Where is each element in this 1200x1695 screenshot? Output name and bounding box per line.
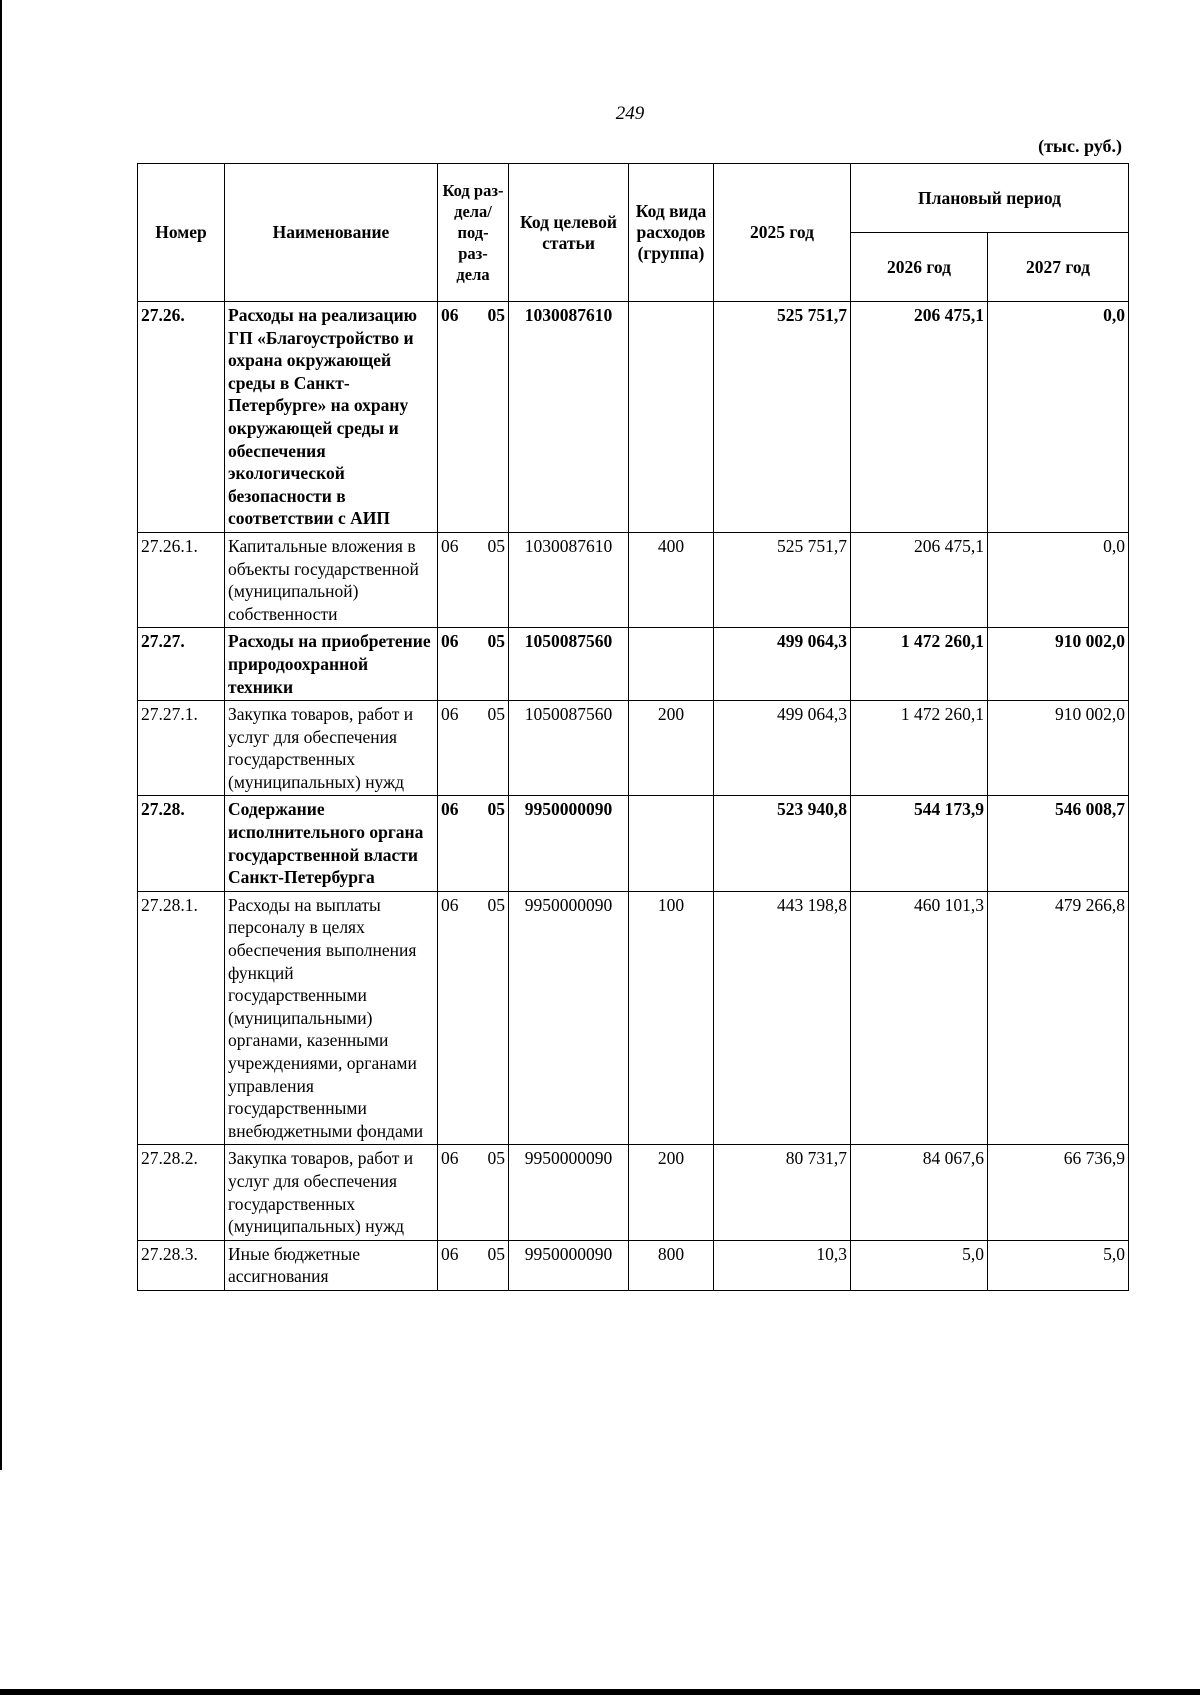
section-code-pair — [441, 1243, 505, 1266]
row-value-2027: 66 736,9 — [988, 1145, 1129, 1240]
section-code-pair — [441, 1147, 505, 1170]
row-value-2027: 0,0 — [988, 302, 1129, 533]
row-value-2027: 910 002,0 — [988, 701, 1129, 796]
budget-table — [137, 163, 1129, 1291]
row-expense-type: 200 — [629, 1145, 714, 1240]
row-target-code: 1050087560 — [509, 628, 629, 701]
scan-edge-bottom — [0, 1689, 1200, 1695]
row-expense-type: 100 — [629, 891, 714, 1145]
row-number: 27.26.1. — [138, 532, 225, 627]
header-year-2025: 2025 год — [714, 164, 851, 302]
section-code: 06 — [441, 704, 459, 725]
section-code-pair — [441, 630, 505, 653]
row-value-2025: 523 940,8 — [714, 796, 851, 891]
header-plan-period: Плановый период — [851, 164, 1129, 233]
row-value-2026: 5,0 — [851, 1240, 988, 1290]
row-value-2026: 206 475,1 — [851, 302, 988, 533]
row-target-code: 9950000090 — [509, 891, 629, 1145]
subsection-code: 05 — [487, 535, 505, 556]
section-code-pair — [441, 894, 505, 917]
row-section-code — [438, 796, 509, 891]
section-code-pair — [441, 535, 505, 558]
header-year-2026: 2026 год — [851, 233, 988, 302]
row-value-2025: 525 751,7 — [714, 302, 851, 533]
row-value-2026: 460 101,3 — [851, 891, 988, 1145]
row-name: Расходы на выплаты персоналу в целях обеспечения выполнения функций государственными (муниципальными) органами, казенными учреждениями, органами управления государственными внебюджетными фондами — [225, 891, 438, 1145]
row-value-2027: 479 266,8 — [988, 891, 1129, 1145]
row-name: Содержание исполнительного органа государственной власти Санкт-Петербурга — [225, 796, 438, 891]
row-value-2025: 499 064,3 — [714, 628, 851, 701]
row-value-2026: 1 472 260,1 — [851, 628, 988, 701]
section-code-pair — [441, 703, 505, 726]
row-value-2025: 525 751,7 — [714, 532, 851, 627]
row-name: Расходы на приобретение природоохранной техники — [225, 628, 438, 701]
row-target-code: 9950000090 — [509, 1240, 629, 1290]
header-name: Наименование — [225, 164, 438, 302]
section-code: 06 — [441, 799, 459, 820]
row-expense-type: 200 — [629, 701, 714, 796]
subsection-code: 05 — [487, 1243, 505, 1264]
row-number: 27.28.2. — [138, 1145, 225, 1240]
row-expense-type — [629, 302, 714, 533]
row-section-code — [438, 302, 509, 533]
row-number: 27.28.1. — [138, 891, 225, 1145]
row-name: Закупка товаров, работ и услуг для обеспечения государственных (муниципальных) нужд — [225, 1145, 438, 1240]
section-code: 06 — [441, 1148, 459, 1169]
page-number: 249 — [615, 103, 645, 124]
units-label: (тыс. руб.) — [1038, 136, 1122, 156]
row-name: Капитальные вложения в объекты государственной (муниципальной) собственности — [225, 532, 438, 627]
section-code: 06 — [441, 535, 459, 556]
table-header — [138, 164, 1129, 302]
row-value-2025: 80 731,7 — [714, 1145, 851, 1240]
section-code-pair — [441, 798, 505, 821]
header-year-2027: 2027 год — [988, 233, 1129, 302]
scan-edge-left — [0, 0, 2, 1470]
header-section: Код раз- дела/ под- раз- дела — [438, 164, 509, 302]
row-section-code — [438, 628, 509, 701]
row-expense-type: 800 — [629, 1240, 714, 1290]
table-row — [138, 532, 1129, 627]
row-value-2025: 10,3 — [714, 1240, 851, 1290]
row-value-2027: 0,0 — [988, 532, 1129, 627]
row-number: 27.27. — [138, 628, 225, 701]
table-row — [138, 891, 1129, 1145]
row-target-code: 1030087610 — [509, 302, 629, 533]
table-row — [138, 701, 1129, 796]
row-section-code — [438, 532, 509, 627]
row-section-code — [438, 1240, 509, 1290]
section-code: 06 — [441, 1243, 459, 1264]
table-row — [138, 628, 1129, 701]
subsection-code: 05 — [487, 305, 505, 325]
section-code-pair — [441, 304, 505, 327]
table-row — [138, 302, 1129, 533]
row-value-2025: 443 198,8 — [714, 891, 851, 1145]
subsection-code: 05 — [487, 631, 505, 652]
subsection-code: 05 — [487, 1148, 505, 1169]
row-target-code: 1050087560 — [509, 701, 629, 796]
row-expense-type — [629, 796, 714, 891]
subsection-code: 05 — [487, 704, 505, 725]
header-expense-type: Код вида расходов (группа) — [629, 164, 714, 302]
table-row — [138, 1240, 1129, 1290]
row-value-2026: 1 472 260,1 — [851, 701, 988, 796]
section-code: 06 — [441, 631, 459, 652]
row-number: 27.28.3. — [138, 1240, 225, 1290]
row-section-code — [438, 1145, 509, 1240]
row-value-2027: 5,0 — [988, 1240, 1129, 1290]
subsection-code: 05 — [487, 894, 505, 915]
row-value-2026: 206 475,1 — [851, 532, 988, 627]
row-section-code — [438, 701, 509, 796]
row-value-2027: 910 002,0 — [988, 628, 1129, 701]
row-expense-type — [629, 628, 714, 701]
row-name: Закупка товаров, работ и услуг для обеспечения государственных (муниципальных) нужд — [225, 701, 438, 796]
row-value-2026: 544 173,9 — [851, 796, 988, 891]
table-row — [138, 1145, 1129, 1240]
header-number: Номер — [138, 164, 225, 302]
row-value-2025: 499 064,3 — [714, 701, 851, 796]
row-number: 27.26. — [138, 302, 225, 533]
row-name: Иные бюджетные ассигнования — [225, 1240, 438, 1290]
table-body — [138, 302, 1129, 1291]
section-code: 06 — [441, 305, 459, 325]
section-code: 06 — [441, 894, 459, 915]
row-value-2026: 84 067,6 — [851, 1145, 988, 1240]
subsection-code: 05 — [487, 799, 505, 820]
row-name: Расходы на реализацию ГП «Благоустройство и охрана окружающей среды в Санкт-Петербурге» на охрану окружающей среды и обеспечения экологической безопасности в соответствии с АИП — [225, 302, 438, 533]
row-target-code: 1030087610 — [509, 532, 629, 627]
row-value-2027: 546 008,7 — [988, 796, 1129, 891]
row-section-code — [438, 891, 509, 1145]
row-number: 27.27.1. — [138, 701, 225, 796]
row-number: 27.28. — [138, 796, 225, 891]
row-expense-type: 400 — [629, 532, 714, 627]
row-target-code: 9950000090 — [509, 796, 629, 891]
table-row — [138, 796, 1129, 891]
header-target: Код целевой статьи — [509, 164, 629, 302]
row-target-code: 9950000090 — [509, 1145, 629, 1240]
